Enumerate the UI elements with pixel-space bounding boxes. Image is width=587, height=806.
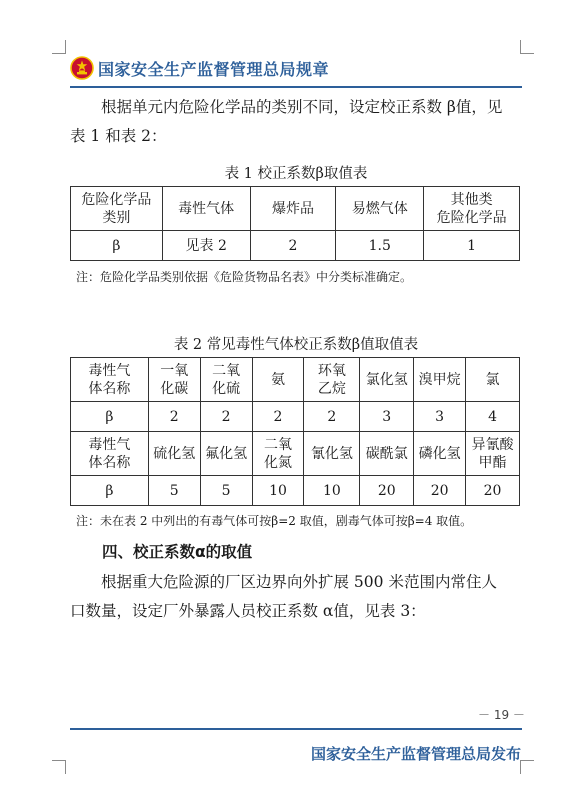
table2-value-cell: 3: [414, 402, 466, 432]
table2-value-cell: 20: [466, 476, 520, 506]
table2-value-cell: 2: [252, 402, 304, 432]
table2-header-cell: 氯: [466, 358, 520, 402]
table1-header-cell: 易燃气体: [336, 187, 424, 231]
page-header: [70, 52, 522, 88]
table1-value-cell: β: [71, 231, 163, 261]
table2-caption: 表 2 常见毒性气体校正系数β值取值表: [173, 337, 419, 353]
table1-caption: 表 1 校正系数β取值表: [224, 166, 368, 182]
page-number: － 19 －: [478, 708, 525, 722]
table2-header-row-2: [71, 432, 520, 476]
section-line-2: 口数量，设定厂外暴露人员校正系数 α值，见表 3：: [70, 602, 426, 620]
national-emblem-icon: [70, 56, 94, 80]
section-heading: 四、校正系数α的取值: [102, 543, 253, 561]
footer-rule: [70, 728, 522, 730]
table2-value-cell: 20: [360, 476, 414, 506]
table2-header-cell: 氨: [252, 358, 304, 402]
table1-header-cell: 爆炸品: [250, 187, 336, 231]
table2-header-cell: 毒性气 体名称: [71, 432, 149, 476]
crop-mark-top-left: [52, 40, 66, 54]
table1-value-cell: 见表 2: [162, 231, 250, 261]
table2-header-cell: 一氧 化碳: [148, 358, 200, 402]
table2-header-cell: 硫化氢: [148, 432, 200, 476]
table2-value-cell: 10: [252, 476, 304, 506]
crop-mark-top-right: [520, 40, 534, 54]
table2-header-cell: 二氧 化氮: [252, 432, 304, 476]
table2-value-cell: 3: [360, 402, 414, 432]
table1-header-cell: 毒性气体: [162, 187, 250, 231]
table1-value-cell: 1.5: [336, 231, 424, 261]
table1-note: 注：危险化学品类别依据《危险货物品名表》中分类标准确定。: [76, 270, 413, 284]
table2-header-cell: 环氧 乙烷: [304, 358, 360, 402]
table2-value-cell: β: [71, 402, 149, 432]
table2-value-cell: 5: [200, 476, 252, 506]
table1-value-row: [71, 231, 520, 261]
intro-line-2: 表 1 和表 2：: [70, 127, 167, 145]
table2-header-cell: 氰化氢: [304, 432, 360, 476]
table2-value-row-1: [71, 402, 520, 432]
table1-value-cell: 1: [424, 231, 520, 261]
table2-header-cell: 毒性气 体名称: [71, 358, 149, 402]
table1-header-cell: 其他类 危险化学品: [424, 187, 520, 231]
table2-note: 注：未在表 2 中列出的有毒气体可按β=2 取值，剧毒气体可按β=4 取值。: [76, 514, 473, 528]
crop-mark-bottom-left: [52, 760, 66, 774]
intro-line-1: 根据单元内危险化学品的类别不同，设定校正系数 β值，见: [101, 98, 503, 116]
table2-value-cell: 5: [148, 476, 200, 506]
table2-header-cell: 异氰酸 甲酯: [466, 432, 520, 476]
table2-header-cell: 氯化氢: [360, 358, 414, 402]
table2-value-cell: 2: [148, 402, 200, 432]
table2-value-cell: 2: [200, 402, 252, 432]
table2-value-cell: 2: [304, 402, 360, 432]
footer-title: 国家安全生产监督管理总局发布: [310, 745, 521, 763]
table2-header-cell: 磷化氢: [414, 432, 466, 476]
table2-value-row-2: [71, 476, 520, 506]
table1-header-row: [71, 187, 520, 231]
table1-header-cell: 危险化学品 类别: [71, 187, 163, 231]
table2-value-cell: 4: [466, 402, 520, 432]
crop-mark-bottom-right: [520, 760, 534, 774]
header-title: 国家安全生产监督管理总局规章: [98, 60, 330, 79]
table2-value-cell: β: [71, 476, 149, 506]
table2: [70, 357, 520, 506]
table2-header-cell: 溴甲烷: [414, 358, 466, 402]
table2-header-cell: 碳酰氯: [360, 432, 414, 476]
table2-header-row-1: [71, 358, 520, 402]
table1: [70, 186, 520, 261]
table2-value-cell: 10: [304, 476, 360, 506]
intro-paragraph: [70, 93, 522, 151]
section-line-1: 根据重大危险源的厂区边界向外扩展 500 米范围内常住人: [101, 573, 497, 591]
table2-header-cell: 氟化氢: [200, 432, 252, 476]
table2-value-cell: 20: [414, 476, 466, 506]
table1-value-cell: 2: [250, 231, 336, 261]
section-paragraph: [70, 568, 522, 626]
table2-header-cell: 二氧 化硫: [200, 358, 252, 402]
